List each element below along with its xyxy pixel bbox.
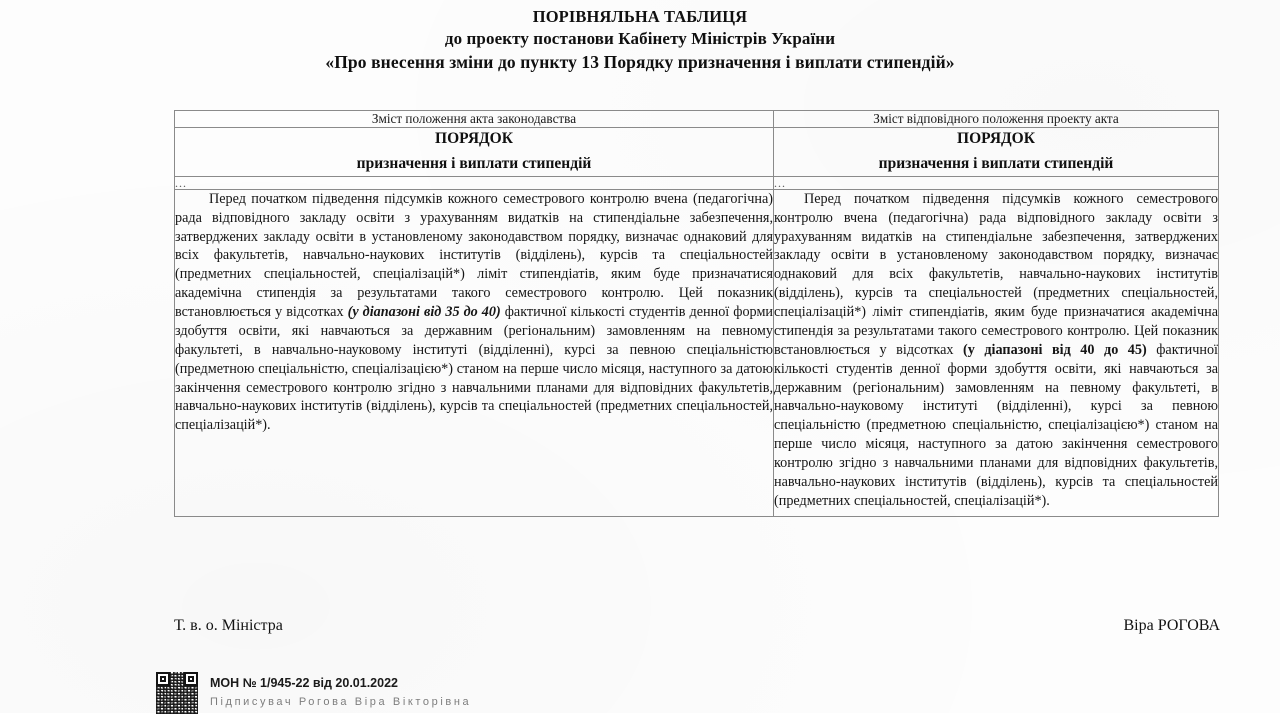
- heading-line-3: «Про внесення зміни до пункту 13 Порядку призначення і виплати стипендій»: [325, 51, 955, 72]
- column-header-current-act: Зміст положення акта законодавства: [175, 111, 774, 128]
- heading-line-2: до проекту постанови Кабінету Міністрів України: [444, 29, 836, 49]
- draft-act-paragraph: [774, 190, 1218, 511]
- comparison-table-container: [174, 110, 1218, 517]
- signer-line: Підписувач Рогова Віра Вікторівна: [210, 695, 472, 708]
- signatory-name: Віра РОГОВА: [1123, 617, 1220, 634]
- current-act-text-cell: [175, 189, 774, 516]
- doc-title-left-line2: призначення і виплати стипендій: [356, 155, 592, 173]
- ellipsis-right: ...: [774, 176, 1219, 189]
- draft-act-text-before: Перед початком підведення підсумків кожного семестрового контролю вчена (педагогічна) рада відповідного закладу освіти з урахуванням видатків на стипендіальне забезпечення, затверджених закладу освіти в установленому законодавством порядку, визначає однаковий для всіх факультетів, навчально-наукових інститутів (відділень), курсів та спеціальностей (предметних спеціальностей, спеціалізацій*) ліміт стипендіатів, яким буде призначатися академічна стипендія за результатами такого семестрового контролю. Цей показник встановлюється у відсотках: [774, 190, 1218, 358]
- signature-row: [174, 617, 1220, 635]
- registration-number: МОН № 1/945-22 від 20.01.2022: [210, 676, 398, 690]
- current-act-highlight-range: (у діапазоні від 35 до 40): [347, 304, 501, 321]
- doc-title-right-line1: ПОРЯДОК: [957, 129, 1035, 147]
- table-ellipsis-row: [175, 176, 1219, 189]
- current-act-text-before: Перед початком підведення підсумків кожного семестрового контролю вчена (педагогічна) рада відповідного закладу освіти з урахуванням видатків на стипендіальне забезпечення, затверджених закладу освіти в установленому законодавством порядку, визначає однаковий для всіх факультетів, навчально-наукових інститутів (відділень), курсів та спеціальностей (предметних спеціальностей, спеціалізацій*) ліміт стипендіатів, яким буде призначатися академічна стипендія за результатами такого семестрового контролю. Цей показник встановлюється у відсотках: [175, 190, 773, 321]
- heading-line-1: ПОРІВНЯЛЬНА ТАБЛИЦЯ: [532, 7, 748, 26]
- draft-act-text-after: фактичної кількості студентів денної форми здобуття освіти, які навчаються за державним (регіональним) замовленням на певному факультеті, в навчально-науковому інституті (відділенні), курсі за певною спеціальністю (предметною спеціальністю, спеціалізацією*) станом на перше число місяця, наступного за датою закінчення семестрового контролю згідно з навчальними планами для відповідних факультетів, навчально-наукових інститутів (відділень), курсів та спеціальностей (предметних спеціальностей, спеціалізацій*).: [774, 341, 1218, 509]
- draft-act-highlight-range: (у діапазоні від 40 до 45): [963, 341, 1147, 358]
- doc-title-left-cell: [175, 127, 774, 176]
- table-title-row: [175, 127, 1219, 176]
- column-header-draft-act: Зміст відповідного положення проекту акта: [774, 111, 1219, 128]
- stamp-text-group: [210, 672, 471, 709]
- qr-code-icon: [156, 672, 198, 714]
- registration-stamp: [156, 672, 471, 714]
- table-body-row: [175, 189, 1219, 516]
- current-act-text-after: фактичної кількості студентів денної форми здобуття освіти, які навчаються за державним (регіональним) замовленням на певному факультеті, в навчально-науковому інституті (відділенні), курсі за певною спеціальністю (предметною спеціальністю, спеціалізацією*) станом на перше число місяця, наступного за датою закінчення семестрового контролю згідно з навчальними планами для відповідних факультетів, навчально-наукових інститутів (відділень), курсів та спеціальностей (предметних спеціальностей, спеціалізацій*).: [175, 304, 774, 434]
- draft-act-text-cell: [774, 189, 1219, 516]
- document-heading: [0, 0, 1280, 74]
- current-act-paragraph: [175, 190, 773, 435]
- doc-title-left-line1: ПОРЯДОК: [435, 129, 513, 147]
- doc-title-right-line2: призначення і виплати стипендій: [878, 155, 1114, 173]
- doc-title-right-cell: [774, 127, 1219, 176]
- comparison-table: [174, 110, 1219, 517]
- table-header-row: [175, 111, 1219, 128]
- signatory-position: Т. в. о. Міністра: [174, 617, 283, 634]
- ellipsis-left: ...: [175, 176, 774, 189]
